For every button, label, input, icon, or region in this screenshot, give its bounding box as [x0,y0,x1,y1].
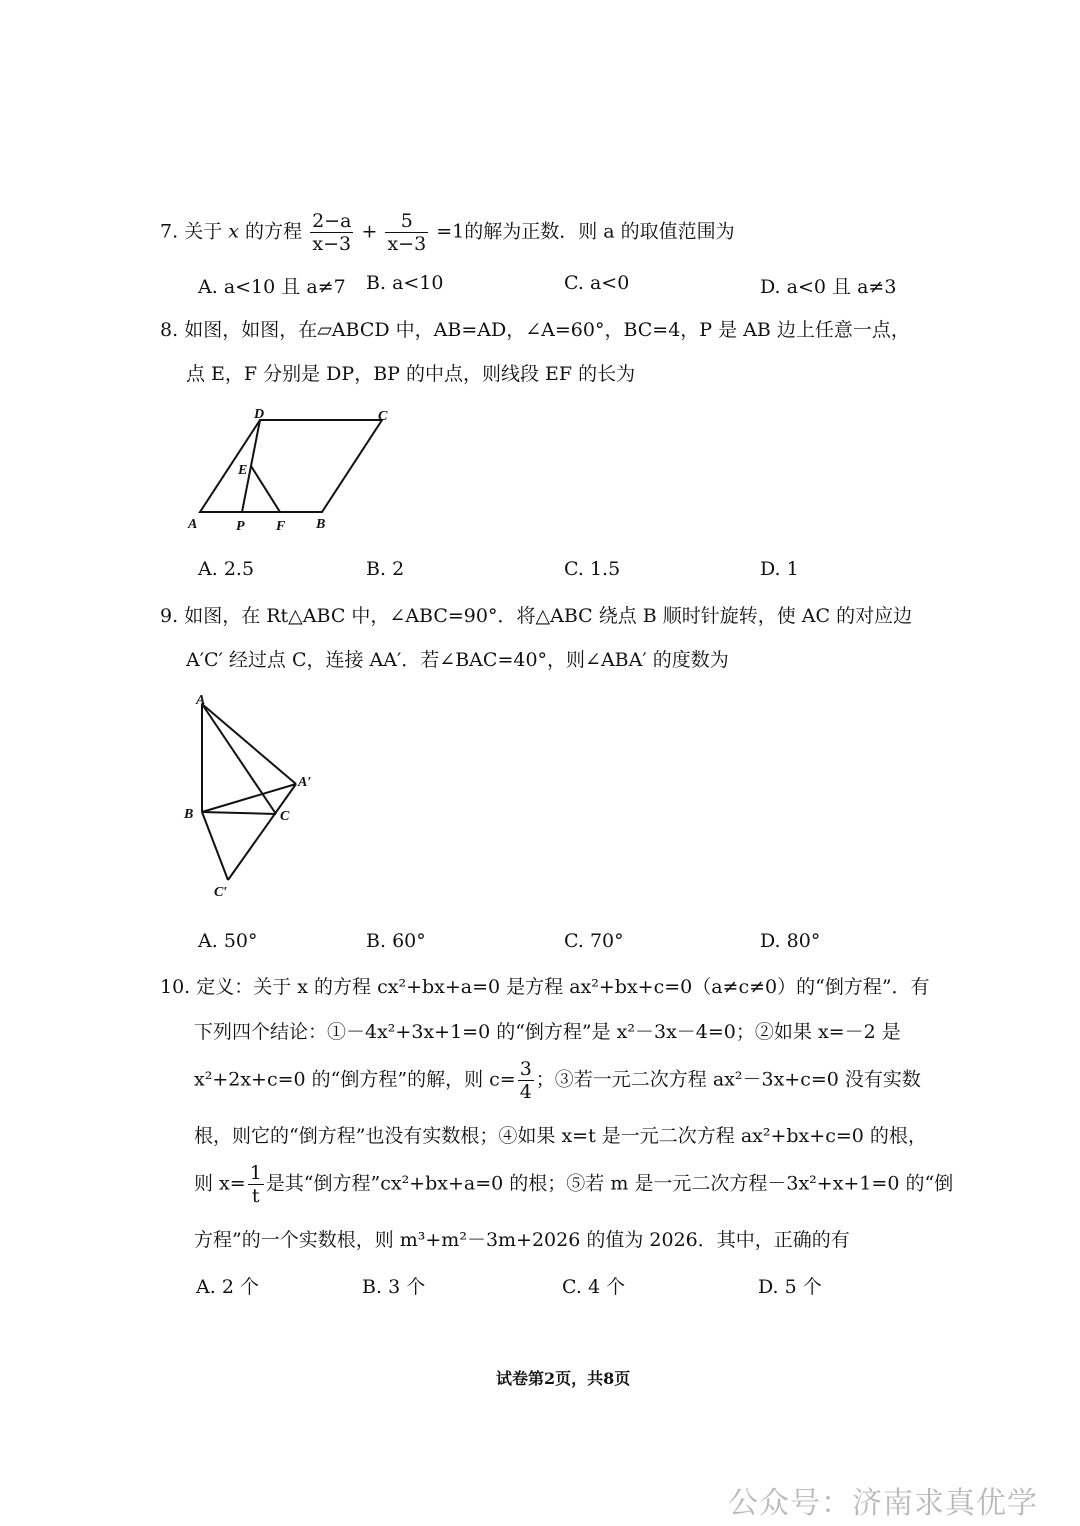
q7-frac1-den: x−3 [312,233,352,255]
q10-line1: 10. 定义：关于 x 的方程 cx²+bx+a=0 是方程 ax²+bx+c=0（a≠c≠0）的“倒方程”．有 [160,976,930,998]
q9-segment-bc2 [202,812,228,880]
q10-fraction-t: $\frac{1}{t}$ [249,1162,262,1207]
q7-prefix: 关于 [184,220,223,243]
q10-option-a[interactable]: A. 2 个 [196,1276,259,1298]
q9-option-b[interactable]: B. 60° [366,930,426,952]
q9-label-b: B [184,807,194,822]
q9-line1: 如图，在 Rt△ABC 中，∠ABC=90°．将△ABC 绕点 B 顺时针旋转，使 AC 的对应边 [184,605,913,627]
q10-option-d[interactable]: D. 5 个 [758,1276,822,1298]
q9-stem-line1 [160,604,912,628]
q10-option-c[interactable]: C. 4 个 [562,1276,626,1298]
q10-line4: 根，则它的“倒方程”也没有实数根；④如果 x=t 是一元二次方程 ax²+bx+c=0 的根， [194,1125,927,1147]
q8-segment-ef [251,466,280,512]
q10-line6: 方程”的一个实数根，则 m³+m²－3m+2026 的值为 2026．其中，正确的有 [194,1229,850,1251]
q8-label-e: E [238,463,248,478]
q9-number: 9. [160,605,179,627]
q8-stem-line1 [160,318,910,342]
page-footer: 试卷第2页，共8页 [496,1369,631,1388]
q9-segment-aa2 [202,704,296,784]
q9-option-c[interactable]: C. 70° [564,930,624,952]
q10-option-b[interactable]: B. 3 个 [362,1276,426,1298]
q8-label-b: B [316,517,326,532]
q7-var-x: x [228,220,239,243]
q10-line2: 下列四个结论：①－4x²+3x+1=0 的“倒方程”是 x²－3x－4=0；②如果 x=－2 是 [194,1021,901,1043]
q9-triangle-figure [176,690,326,904]
q9-stem-line2: A′C′ 经过点 C，连接 AA′．若∠BAC=40°，则∠ABA′ 的度数为 [186,649,729,671]
q8-line1: 如图，如图，在▱ABCD 中，AB=AD，∠A=60°，BC=4，P 是 AB 边上任意一点， [184,319,910,341]
q7-frac2-den: x−3 [387,233,427,255]
q7-suffix: =1的解为正数．则 a 的取值范围为 [436,220,735,243]
q9-label-c: C [280,809,290,824]
q9-segment-ac [202,704,276,814]
q8-label-f: F [276,519,286,534]
q8-parallelogram [200,420,382,512]
q8-parallelogram-figure [180,402,410,536]
q10-fraction-c: $\frac{3}{4}$ [519,1058,532,1103]
q9-label-c-prime: C′ [214,885,228,900]
q10-line5: 则 x= $\frac{1}{t}$ 是其“倒方程”cx²+bx+a=0 的根；⑤若 m 是一元二次方程－3x²+x+1=0 的“倒 [194,1162,954,1207]
q9-label-a-prime: A′ [298,775,312,790]
q7-number: 7. [160,220,179,243]
q7-option-a[interactable]: A. a<10 且 a≠7 [198,276,346,298]
q9-option-d[interactable]: D. 80° [760,930,821,952]
q8-option-d[interactable]: D. 1 [760,558,799,580]
q7-option-c[interactable]: C. a<0 [564,272,630,294]
q7-frac2-num: 5 [385,210,428,233]
q8-label-p: P [236,519,245,534]
q9-segment-a2c2 [228,784,296,880]
q9-segment-bc [202,812,276,814]
q7-option-b[interactable]: B. a<10 [366,272,444,294]
q7-mid: 的方程 [245,220,303,243]
q7-plus: + [361,220,378,243]
q7-fraction-1 [310,210,353,255]
q8-label-a: A [188,517,198,532]
q8-number: 8. [160,319,179,341]
q7-option-d[interactable]: D. a<0 且 a≠3 [760,276,897,298]
q9-label-a: A [196,693,206,708]
q7-fraction-2 [385,210,428,255]
q8-stem-line2: 点 E，F 分别是 DP，BP 的中点，则线段 EF 的长为 [186,363,636,385]
q9-segment-ba2 [202,784,296,812]
q7-stem [160,210,735,255]
wechat-watermark: 公众号：济南求真优学 [728,1486,1038,1521]
q8-label-d: D [254,407,265,422]
q9-option-a[interactable]: A. 50° [198,930,258,952]
q8-option-b[interactable]: B. 2 [366,558,405,580]
q8-label-c: C [378,409,388,424]
q7-frac1-num: 2−a [312,210,352,232]
q8-option-c[interactable]: C. 1.5 [564,558,621,580]
q10-line3: x²+2x+c=0 的“倒方程”的解，则 c= $\frac{3}{4}$ ；③若一元二次方程 ax²－3x+c=0 没有实数 [194,1058,921,1103]
q8-option-a[interactable]: A. 2.5 [198,558,255,580]
q10-number: 10. [160,976,191,998]
